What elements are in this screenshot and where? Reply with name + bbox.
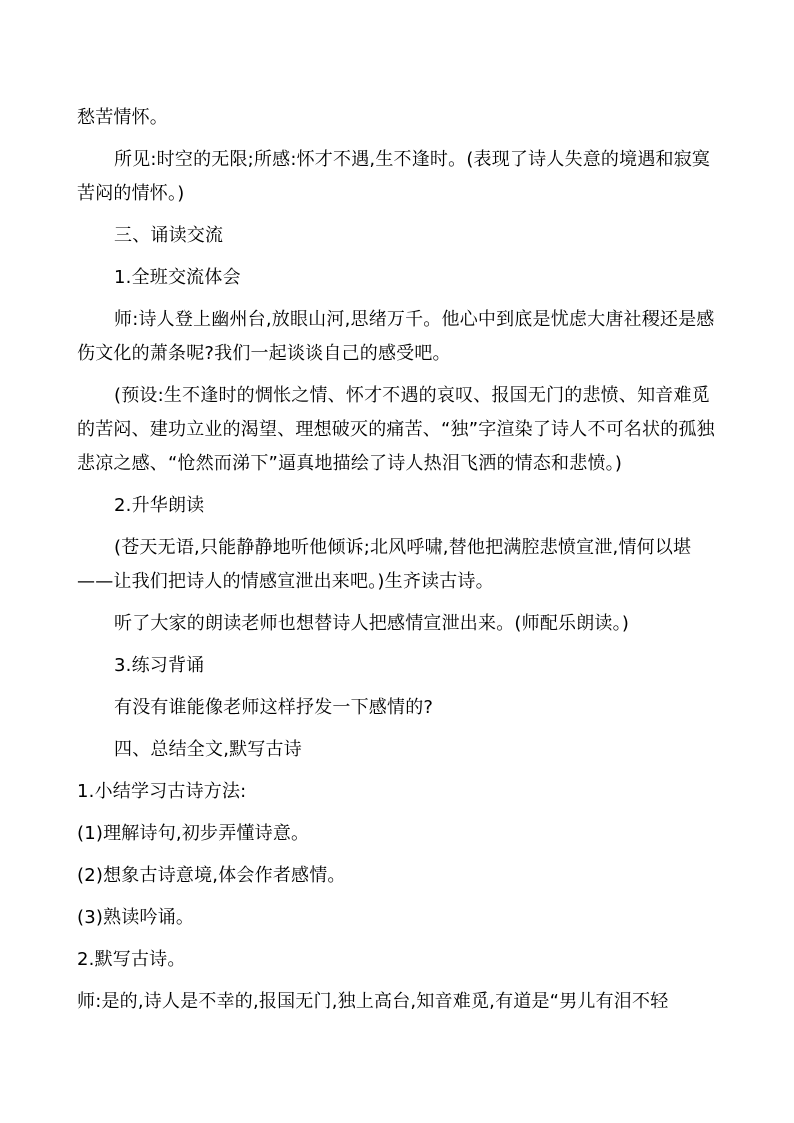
text-line: 3.练习背诵	[114, 655, 205, 676]
text-line: 愁苦情怀。	[77, 107, 168, 128]
text-line: 听了大家的朗读老师也想替诗人把感情宣泄出来。(师配乐朗读。)	[114, 613, 630, 634]
text-line: 1.小结学习古诗方法:	[77, 781, 247, 802]
text-line: 师:是的,诗人是不幸的,报国无门,独上高台,知音难觅,有道是“男儿有泪不轻	[77, 991, 669, 1012]
text-line: 有没有谁能像老师这样抒发一下感情的?	[114, 697, 434, 718]
text-line: (苍天无语,只能静静地听他倾诉;北风呼啸,替他把满腔悲愤宣泄,情何以堪	[114, 537, 692, 558]
text-line: (3)熟读吟诵。	[77, 907, 195, 928]
text-line: 2.默写古诗。	[77, 949, 186, 970]
text-line: 悲凉之感、“怆然而涕下”逼真地描绘了诗人热泪飞洒的情态和悲愤。)	[77, 453, 623, 474]
text-line: 伤文化的萧条呢?我们一起谈谈自己的感受吧。	[77, 343, 451, 364]
text-line: 1.全班交流体会	[114, 267, 241, 288]
text-line: ——让我们把诗人的情感宣泄出来吧。)生齐读古诗。	[77, 571, 494, 592]
text-line: 所见:时空的无限;所感:怀才不遇,生不逢时。(表现了诗人失意的境遇和寂寞	[114, 149, 711, 170]
text-line: 2.升华朗读	[114, 495, 205, 516]
document-page	[77, 101, 745, 1019]
text-line: 苦闷的情怀。)	[77, 183, 185, 204]
text-line: (预设:生不逢时的惆怅之情、怀才不遇的哀叹、报国无门的悲愤、知音难觅	[114, 385, 710, 406]
text-line: (1)理解诗句,初步弄懂诗意。	[77, 823, 310, 844]
text-line: 四、总结全文,默写古诗	[114, 739, 302, 760]
text-line: 的苦闷、建功立业的渴望、理想破灭的痛苦、“独”字渲染了诗人不可名状的孤独	[77, 419, 715, 440]
text-line: (2)想象古诗意境,体会作者感情。	[77, 865, 346, 886]
text-line: 三、诵读交流	[114, 225, 224, 246]
text-line: 师:诗人登上幽州台,放眼山河,思绪万千。他心中到底是忧虑大唐社稷还是感	[114, 309, 715, 330]
